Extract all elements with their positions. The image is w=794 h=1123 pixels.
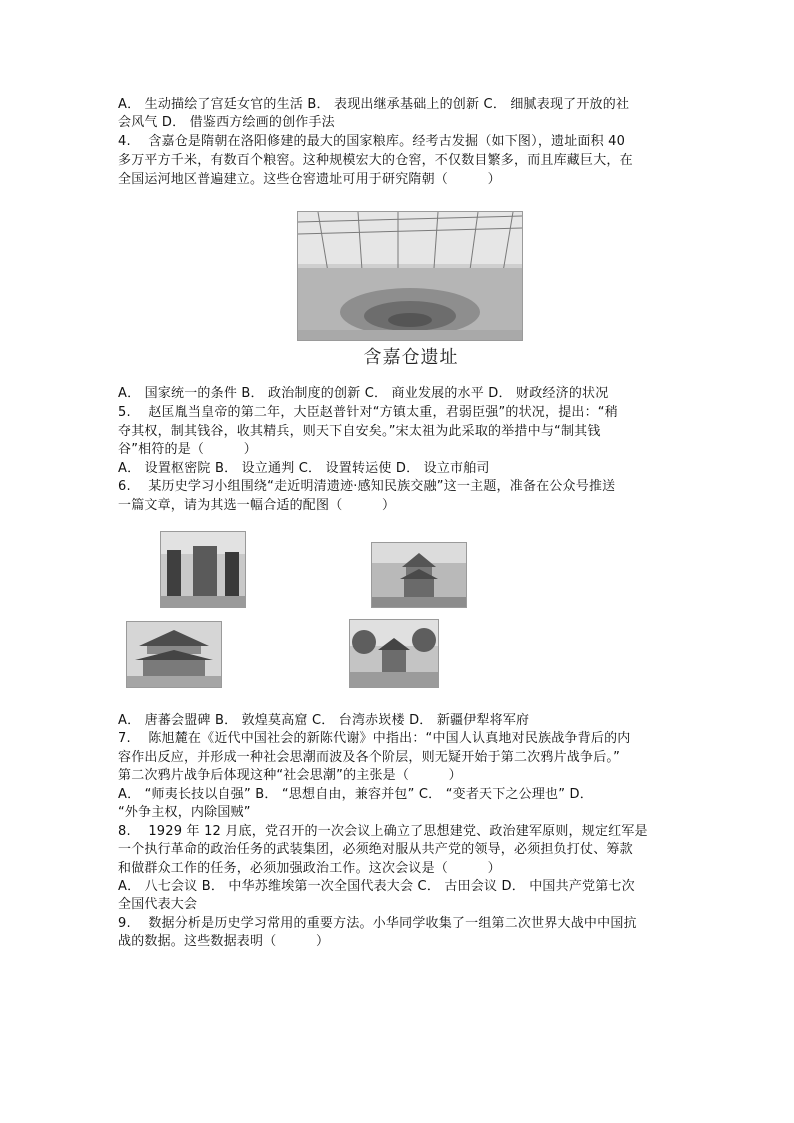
q8-options-line-2: 全国代表大会 <box>118 897 198 912</box>
q5-stem-line-2: 夺其权，制其钱谷，收其精兵，则天下自安矣。”宋太祖为此采取的举措中与“制其钱 <box>118 424 601 439</box>
q8-stem-line-1: 8. 1929 年 12 月底，党召开的一次会议上确立了思想建党、政治建军原则，规定红军是 <box>118 824 648 839</box>
q9-stem-line-2: 战的数据。这些数据表明（ ） <box>118 934 330 949</box>
q6-options: A． 唐蕃会盟碑 B． 敦煌莫高窟 C． 台湾赤崁楼 D． 新疆伊犁将军府 <box>118 713 530 728</box>
q9-stem-line-1: 9. 数据分析是历史学习常用的重要方法。小华同学收集了一组第二次世界大战中中国抗 <box>118 916 637 931</box>
dunhuang-mogao-photo <box>371 542 467 608</box>
q8-options-line-1: A． 八七会议 B． 中华苏维埃第一次全国代表大会 C． 古田会议 D． 中国共产党第七次 <box>118 879 635 894</box>
q5-options: A． 设置枢密院 B． 设立通判 C． 设置转运使 D． 设立市舶司 <box>118 461 490 476</box>
q8-stem-line-3: 和做群众工作的任务，必须加强政治工作。这次会议是（ ） <box>118 861 501 876</box>
q7-stem-line-1: 7. 陈旭麓在《近代中国社会的新陈代谢》中指出：“中国人认真地对民族战争背后的内 <box>118 731 631 746</box>
hanjia-granary-caption: 含嘉仓遗址 <box>363 347 459 368</box>
q6-stem-line-1: 6. 某历史学习小组围绕“走近明清遗迹·感知民族交融”这一主题，准备在公众号推送 <box>118 479 616 494</box>
q4-stem-line-3: 全国运河地区普遍建立。这些仓窖遗址可用于研究隋朝（ ） <box>118 172 501 187</box>
q7-options-line-1: A． “师夷长技以自强” B． “思想自由，兼容并包” C． “变者天下之公理也” D． <box>118 787 593 802</box>
chikan-tower-photo <box>126 621 222 688</box>
q7-stem-line-2: 容作出反应，并形成一种社会思潮而波及各个阶层，则无疑开始于第二次鸦片战争后。” <box>118 750 621 765</box>
q5-stem-line-1: 5. 赵匡胤当皇帝的第二年，大臣赵普针对“方镇太重，君弱臣强”的状况，提出：“稍 <box>118 405 618 420</box>
ili-general-mansion-photo <box>349 619 439 688</box>
q4-options: A． 国家统一的条件 B． 政治制度的创新 C． 商业发展的水平 D． 财政经济的状况 <box>118 386 609 401</box>
q3-options-line-2: 会风气 D． 借鉴西方绘画的创作手法 <box>118 115 335 130</box>
tang-tibet-stele-photo <box>160 531 246 608</box>
q8-stem-line-2: 一个执行革命的政治任务的武装集团，必须绝对服从共产党的领导，必须担负打仗、筹款 <box>118 842 633 857</box>
q7-stem-line-3: 第二次鸦片战争后体现这种“社会思潮”的主张是（ ） <box>118 768 462 783</box>
q4-stem-line-1: 4. 含嘉仓是隋朝在洛阳修建的最大的国家粮库。经考古发掘（如下图），遗址面积 40 <box>118 134 626 149</box>
q3-options-line-1: A． 生动描绘了宫廷女官的生活 B． 表现出继承基础上的创新 C． 细腻表现了开放的社 <box>118 97 630 112</box>
hanjia-granary-photo <box>297 211 523 341</box>
q6-stem-line-2: 一篇文章，请为其选一幅合适的配图（ ） <box>118 498 396 513</box>
q7-options-line-2: “外争主权，内除国贼” <box>118 805 251 820</box>
q4-stem-line-2: 多万平方千米，有数百个粮窖。这种规模宏大的仓窖，不仅数目繁多，而且库藏巨大，在 <box>118 153 633 168</box>
q5-stem-line-3: 谷”相符的是（ ） <box>118 442 257 457</box>
